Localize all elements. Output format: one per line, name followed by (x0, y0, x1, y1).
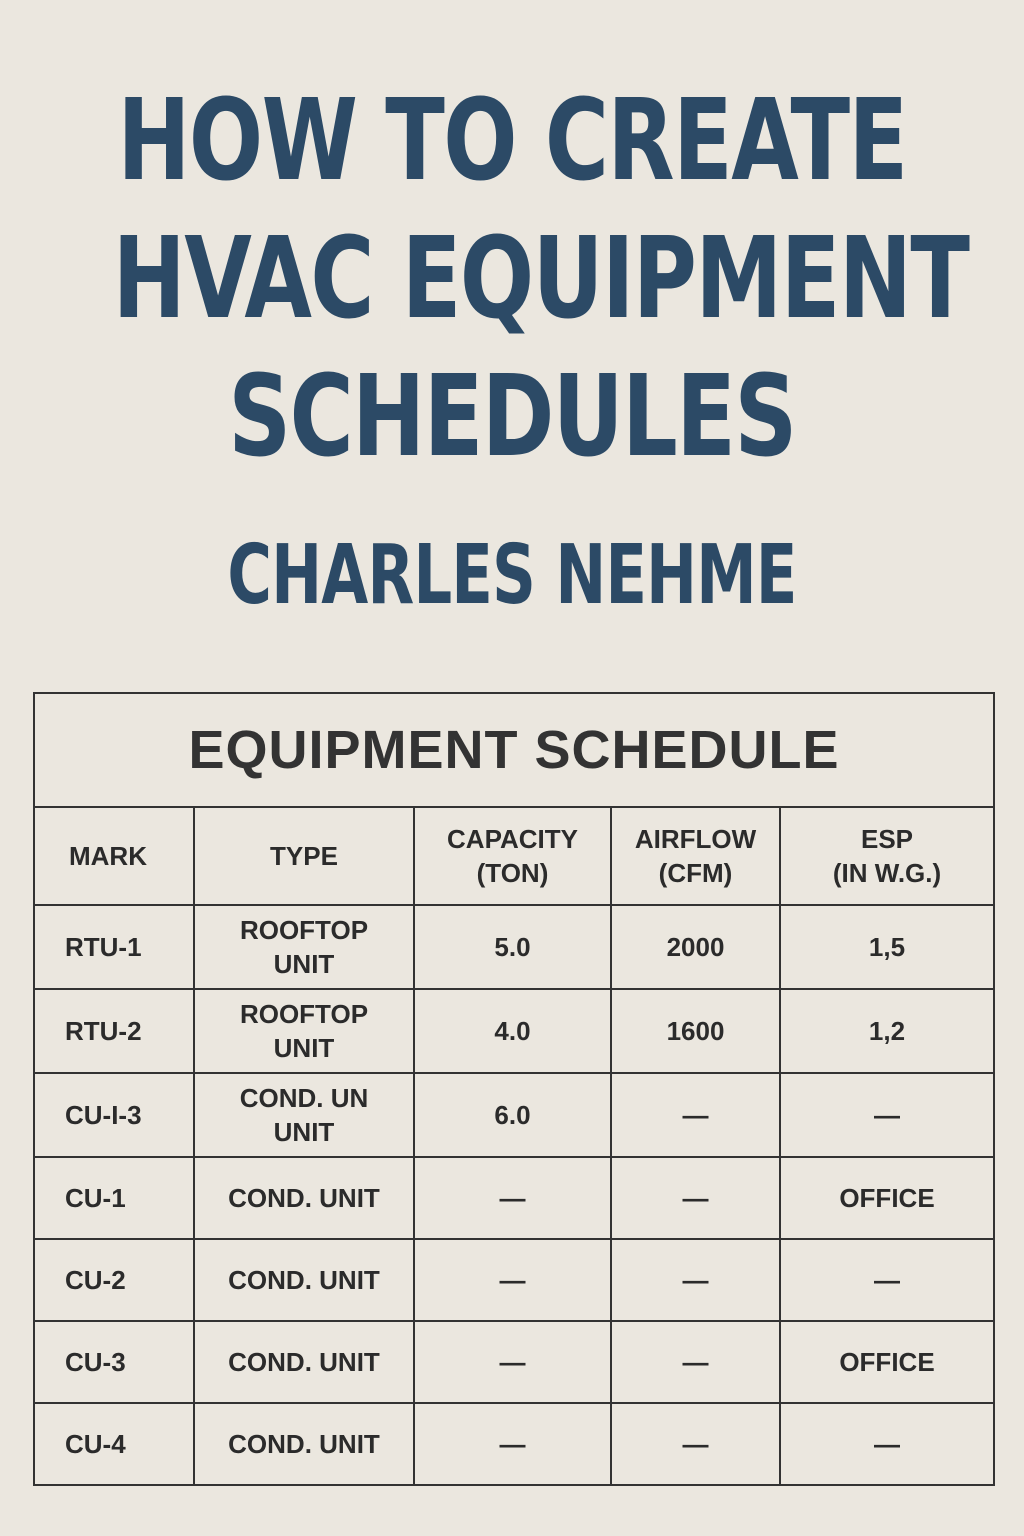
cell-capacity: — (414, 1157, 611, 1239)
cell-mark: RTU-2 (34, 989, 194, 1073)
table-row (34, 1321, 994, 1403)
cell-mark: CU-I-3 (34, 1073, 194, 1157)
cell-capacity: 4.0 (414, 989, 611, 1073)
table-row (34, 1239, 994, 1321)
cell-type: COND. UNIT (194, 1403, 414, 1485)
cell-type: COND. UN UNIT (194, 1073, 414, 1157)
cell-type: ROOFTOP UNIT (194, 989, 414, 1073)
cover-title-line-3: SCHEDULES (228, 352, 796, 482)
column-header-capacity: CAPACITY (TON) (414, 807, 611, 905)
column-header-airflow: AIRFLOW (CFM) (611, 807, 780, 905)
cell-esp: OFFICE (780, 1157, 994, 1239)
table-row (34, 1157, 994, 1239)
column-header-mark: MARK (34, 807, 194, 905)
schedule-header-row (34, 807, 994, 905)
cell-esp: OFFICE (780, 1321, 994, 1403)
column-header-type: TYPE (194, 807, 414, 905)
cover-title-line-1: HOW TO CREATE (117, 76, 907, 206)
cell-mark: CU-2 (34, 1239, 194, 1321)
cell-esp: — (780, 1073, 994, 1157)
cell-capacity: 6.0 (414, 1073, 611, 1157)
cell-type: COND. UNIT (194, 1321, 414, 1403)
cell-capacity: — (414, 1403, 611, 1485)
table-row (34, 1403, 994, 1485)
cell-mark: CU-3 (34, 1321, 194, 1403)
cover-title (112, 72, 969, 486)
equipment-schedule-table (33, 692, 995, 1486)
cell-mark: RTU-1 (34, 905, 194, 989)
table-row (34, 989, 994, 1073)
cover-author: CHARLES NEHME (227, 528, 797, 623)
cell-esp: 1,2 (780, 989, 994, 1073)
cell-type: ROOFTOP UNIT (194, 905, 414, 989)
cell-airflow: 1600 (611, 989, 780, 1073)
cell-esp: — (780, 1239, 994, 1321)
table-row (34, 905, 994, 989)
cover-title-line-2: HVAC EQUIPMENT (112, 214, 969, 344)
cell-airflow: 2000 (611, 905, 780, 989)
cell-airflow: — (611, 1157, 780, 1239)
cell-mark: CU-4 (34, 1403, 194, 1485)
cell-esp: 1,5 (780, 905, 994, 989)
cell-type: COND. UNIT (194, 1239, 414, 1321)
table-row (34, 1073, 994, 1157)
column-header-esp: ESP (IN W.G.) (780, 807, 994, 905)
cell-capacity: — (414, 1321, 611, 1403)
cell-mark: CU-1 (34, 1157, 194, 1239)
schedule-title: EQUIPMENT SCHEDULE (34, 693, 994, 807)
cell-airflow: — (611, 1321, 780, 1403)
cell-airflow: — (611, 1239, 780, 1321)
cell-capacity: 5.0 (414, 905, 611, 989)
cell-capacity: — (414, 1239, 611, 1321)
cell-airflow: — (611, 1403, 780, 1485)
cell-esp: — (780, 1403, 994, 1485)
cell-airflow: — (611, 1073, 780, 1157)
cell-type: COND. UNIT (194, 1157, 414, 1239)
